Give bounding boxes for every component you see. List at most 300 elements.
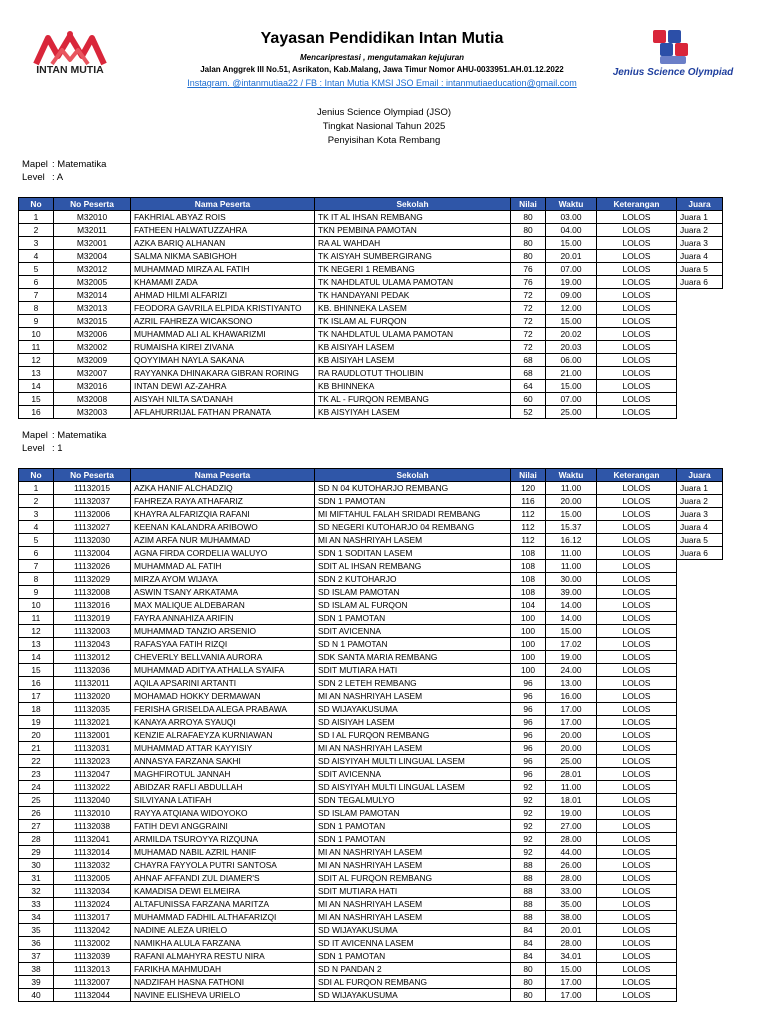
table-row bbox=[19, 276, 723, 289]
cell-nilai: 100 bbox=[511, 612, 546, 625]
table-row bbox=[19, 224, 723, 237]
table-row bbox=[19, 638, 723, 651]
table-row bbox=[19, 534, 723, 547]
cell-no: 35 bbox=[19, 924, 54, 937]
cell-sekolah: TK AISYAH SUMBERGIRANG bbox=[315, 250, 511, 263]
cell-no-peserta: M32010 bbox=[54, 211, 131, 224]
cell-sekolah: SDN 2 LETEH REMBANG bbox=[315, 677, 511, 690]
level-label: Level bbox=[22, 172, 45, 183]
table-row bbox=[19, 872, 723, 885]
cell-waktu: 20.01 bbox=[546, 924, 597, 937]
cell-waktu: 11.00 bbox=[546, 482, 597, 495]
cell-sekolah: RA AL WAHDAH bbox=[315, 237, 511, 250]
cell-waktu: 27.00 bbox=[546, 820, 597, 833]
cell-no: 26 bbox=[19, 807, 54, 820]
mapel-label: Mapel bbox=[22, 430, 48, 441]
cell-keterangan: LOLOS bbox=[597, 250, 677, 263]
cell-nama-peserta: MUHAMMAD MIRZA AL FATIH bbox=[131, 263, 315, 276]
event-name: Jenius Science Olympiad (JSO) bbox=[316, 107, 452, 118]
cell-no: 21 bbox=[19, 742, 54, 755]
cell-juara bbox=[677, 690, 723, 703]
cell-nama-peserta: KENZIE ALRAFAEYZA KURNIAWAN bbox=[131, 729, 315, 742]
level-value: : 1 bbox=[52, 443, 63, 454]
cell-juara: Juara 4 bbox=[677, 250, 723, 263]
cell-waktu: 44.00 bbox=[546, 846, 597, 859]
col-header-no-peserta: No Peserta bbox=[54, 198, 131, 211]
cell-nilai: 72 bbox=[511, 315, 546, 328]
cell-waktu: 28.00 bbox=[546, 937, 597, 950]
cell-sekolah: KB AISIYAH LASEM bbox=[315, 341, 511, 354]
cell-nilai: 96 bbox=[511, 755, 546, 768]
cell-juara bbox=[677, 950, 723, 963]
cell-no-peserta: M32006 bbox=[54, 328, 131, 341]
cell-juara: Juara 3 bbox=[677, 237, 723, 250]
cell-nama-peserta: MOHAMAD HOKKY DERMAWAN bbox=[131, 690, 315, 703]
cell-keterangan: LOLOS bbox=[597, 211, 677, 224]
cell-waktu: 20.00 bbox=[546, 742, 597, 755]
cell-keterangan: LOLOS bbox=[597, 638, 677, 651]
cell-sekolah: SD ISLAM PAMOTAN bbox=[315, 586, 511, 599]
cell-sekolah: SD AISYIYAH MULTI LINGUAL LASEM bbox=[315, 755, 511, 768]
cell-no-peserta: M32007 bbox=[54, 367, 131, 380]
cell-nilai: 76 bbox=[511, 263, 546, 276]
col-header-keterangan: Keterangan bbox=[597, 469, 677, 482]
col-header-no-peserta: No Peserta bbox=[54, 469, 131, 482]
event-level: Tingkat Nasional Tahun 2025 bbox=[322, 121, 446, 132]
cell-nama-peserta: MUHAMMAD TANZIO ARSENIO bbox=[131, 625, 315, 638]
cell-juara bbox=[677, 341, 723, 354]
cell-no-peserta: M32008 bbox=[54, 393, 131, 406]
cell-keterangan: LOLOS bbox=[597, 521, 677, 534]
cell-nilai: 84 bbox=[511, 937, 546, 950]
cell-juara bbox=[677, 989, 723, 1002]
cell-juara bbox=[677, 586, 723, 599]
cell-juara bbox=[677, 976, 723, 989]
cell-juara: Juara 6 bbox=[677, 547, 723, 560]
logo-left-text: INTAN MUTIA bbox=[36, 64, 104, 76]
cell-waktu: 07.00 bbox=[546, 393, 597, 406]
cell-no-peserta: M32009 bbox=[54, 354, 131, 367]
cell-no-peserta: M32005 bbox=[54, 276, 131, 289]
event-info bbox=[234, 106, 534, 148]
cell-waktu: 20.00 bbox=[546, 729, 597, 742]
table-row bbox=[19, 406, 723, 419]
cell-juara bbox=[677, 560, 723, 573]
table-row bbox=[19, 354, 723, 367]
cell-no: 28 bbox=[19, 833, 54, 846]
table-row bbox=[19, 393, 723, 406]
cell-keterangan: LOLOS bbox=[597, 716, 677, 729]
cell-keterangan: LOLOS bbox=[597, 393, 677, 406]
col-header-juara: Juara bbox=[677, 469, 723, 482]
cell-sekolah: KB AISIYAH LASEM bbox=[315, 354, 511, 367]
cell-nama-peserta: MUHAMMAD ATTAR KAYYISIY bbox=[131, 742, 315, 755]
cell-keterangan: LOLOS bbox=[597, 924, 677, 937]
cell-waktu: 15.00 bbox=[546, 508, 597, 521]
cell-keterangan: LOLOS bbox=[597, 560, 677, 573]
cell-waktu: 20.00 bbox=[546, 495, 597, 508]
table-row bbox=[19, 315, 723, 328]
cell-nama-peserta: AZRIL FAHREZA WICAKSONO bbox=[131, 315, 315, 328]
cell-no-peserta: 11132035 bbox=[54, 703, 131, 716]
cell-keterangan: LOLOS bbox=[597, 664, 677, 677]
cell-no-peserta: 11132043 bbox=[54, 638, 131, 651]
cell-juara bbox=[677, 315, 723, 328]
col-header-no: No bbox=[19, 198, 54, 211]
cell-nama-peserta: AHMAD HILMI ALFARIZI bbox=[131, 289, 315, 302]
cell-no: 7 bbox=[19, 289, 54, 302]
cell-no-peserta: 11132042 bbox=[54, 924, 131, 937]
cell-juara bbox=[677, 768, 723, 781]
cell-keterangan: LOLOS bbox=[597, 612, 677, 625]
cell-no-peserta: 11132030 bbox=[54, 534, 131, 547]
cell-nilai: 88 bbox=[511, 859, 546, 872]
cell-nama-peserta: AGNA FIRDA CORDELIA WALUYO bbox=[131, 547, 315, 560]
cell-nama-peserta: KHAMAMI ZADA bbox=[131, 276, 315, 289]
cell-nama-peserta: AHNAF AFFANDI ZUL DIAMER'S bbox=[131, 872, 315, 885]
cell-waktu: 20.01 bbox=[546, 250, 597, 263]
cell-juara bbox=[677, 846, 723, 859]
cell-no-peserta: 11132026 bbox=[54, 560, 131, 573]
cell-nilai: 68 bbox=[511, 354, 546, 367]
table-row bbox=[19, 289, 723, 302]
cell-juara bbox=[677, 872, 723, 885]
cell-sekolah: RA RAUDLOTUT THOLIBIN bbox=[315, 367, 511, 380]
cell-waktu: 17.02 bbox=[546, 638, 597, 651]
cell-nama-peserta: FEODORA GAVRILA ELPIDA KRISTIYANTO bbox=[131, 302, 315, 315]
org-motto: Mencariprestasi , mengutamakan kejujuran bbox=[299, 53, 465, 62]
cell-nama-peserta: ASWIN TSANY ARKATAMA bbox=[131, 586, 315, 599]
cell-no: 15 bbox=[19, 393, 54, 406]
cell-nilai: 96 bbox=[511, 677, 546, 690]
cell-no: 13 bbox=[19, 638, 54, 651]
cell-nama-peserta: CHEVERLY BELLVANIA AURORA bbox=[131, 651, 315, 664]
cell-no-peserta: 11132014 bbox=[54, 846, 131, 859]
cell-nilai: 112 bbox=[511, 534, 546, 547]
cell-no: 27 bbox=[19, 820, 54, 833]
cell-juara: Juara 1 bbox=[677, 211, 723, 224]
cell-no: 20 bbox=[19, 729, 54, 742]
col-header-sekolah: Sekolah bbox=[315, 469, 511, 482]
cell-keterangan: LOLOS bbox=[597, 703, 677, 716]
cell-waktu: 06.00 bbox=[546, 354, 597, 367]
cell-sekolah: KB BHINNEKA bbox=[315, 380, 511, 393]
cell-juara bbox=[677, 924, 723, 937]
col-header-waktu: Waktu bbox=[546, 469, 597, 482]
cell-waktu: 04.00 bbox=[546, 224, 597, 237]
cell-no: 31 bbox=[19, 872, 54, 885]
cell-nama-peserta: RAYYANKA DHINAKARA GIBRAN RORING bbox=[131, 367, 315, 380]
table-row bbox=[19, 625, 723, 638]
cell-nama-peserta: RAFANI ALMAHYRA RESTU NIRA bbox=[131, 950, 315, 963]
cell-sekolah: SD WIJAYAKUSUMA bbox=[315, 924, 511, 937]
mapel-value: : Matematika bbox=[52, 430, 107, 441]
table-row bbox=[19, 807, 723, 820]
cell-nilai: 120 bbox=[511, 482, 546, 495]
cell-keterangan: LOLOS bbox=[597, 729, 677, 742]
cell-nilai: 80 bbox=[511, 250, 546, 263]
cell-sekolah: SD IT AVICENNA LASEM bbox=[315, 937, 511, 950]
cell-sekolah: SDIT AVICENNA bbox=[315, 768, 511, 781]
cell-no-peserta: 11132019 bbox=[54, 612, 131, 625]
cell-juara bbox=[677, 354, 723, 367]
cell-nilai: 88 bbox=[511, 911, 546, 924]
cell-waktu: 03.00 bbox=[546, 211, 597, 224]
cell-no: 30 bbox=[19, 859, 54, 872]
cell-sekolah: TK NAHDLATUL ULAMA PAMOTAN bbox=[315, 328, 511, 341]
cell-keterangan: LOLOS bbox=[597, 263, 677, 276]
cell-sekolah: MI AN NASHRIYAH LASEM bbox=[315, 690, 511, 703]
cell-sekolah: SDN 1 PAMOTAN bbox=[315, 612, 511, 625]
logo-right-text: Jenius Science Olympiad bbox=[612, 67, 734, 78]
cell-nilai: 112 bbox=[511, 508, 546, 521]
cell-no-peserta: 11132031 bbox=[54, 742, 131, 755]
cell-waktu: 09.00 bbox=[546, 289, 597, 302]
cell-no-peserta: 11132034 bbox=[54, 885, 131, 898]
table-row bbox=[19, 560, 723, 573]
cell-nilai: 108 bbox=[511, 586, 546, 599]
cell-no: 12 bbox=[19, 354, 54, 367]
cell-sekolah: SDN 1 SODITAN LASEM bbox=[315, 547, 511, 560]
cell-nama-peserta: ARMILDA TSUROYYA RIZQUNA bbox=[131, 833, 315, 846]
cell-waktu: 15.00 bbox=[546, 625, 597, 638]
table-row bbox=[19, 924, 723, 937]
cell-sekolah: SDK SANTA MARIA REMBANG bbox=[315, 651, 511, 664]
cell-no: 16 bbox=[19, 677, 54, 690]
col-header-nama-peserta: Nama Peserta bbox=[131, 469, 315, 482]
cell-no-peserta: 11132017 bbox=[54, 911, 131, 924]
cell-waktu: 35.00 bbox=[546, 898, 597, 911]
cell-nama-peserta: AZKA BARIQ ALHANAN bbox=[131, 237, 315, 250]
cell-nilai: 96 bbox=[511, 729, 546, 742]
cell-nama-peserta: RUMAISHA KIREI ZIVANA bbox=[131, 341, 315, 354]
table-row bbox=[19, 950, 723, 963]
cell-sekolah: SD I AL FURQON REMBANG bbox=[315, 729, 511, 742]
cell-nilai: 80 bbox=[511, 211, 546, 224]
cell-waktu: 17.00 bbox=[546, 976, 597, 989]
cell-waktu: 18.01 bbox=[546, 794, 597, 807]
cell-sekolah: TK AL - FURQON REMBANG bbox=[315, 393, 511, 406]
results-table-level-1 bbox=[18, 468, 723, 1002]
cell-nama-peserta: RAYYA ATQIANA WIDOYOKO bbox=[131, 807, 315, 820]
cell-no: 40 bbox=[19, 989, 54, 1002]
cell-waktu: 28.00 bbox=[546, 833, 597, 846]
cell-nilai: 92 bbox=[511, 807, 546, 820]
cell-waktu: 20.03 bbox=[546, 341, 597, 354]
table-row bbox=[19, 482, 723, 495]
cell-nama-peserta: KEENAN KALANDRA ARIBOWO bbox=[131, 521, 315, 534]
cell-waktu: 14.00 bbox=[546, 599, 597, 612]
cell-sekolah: TK IT AL IHSAN REMBANG bbox=[315, 211, 511, 224]
mapel-value: : Matematika bbox=[52, 159, 107, 170]
cell-keterangan: LOLOS bbox=[597, 315, 677, 328]
org-title: Yayasan Pendidikan Intan Mutia bbox=[260, 30, 504, 47]
cell-juara: Juara 4 bbox=[677, 521, 723, 534]
cell-keterangan: LOLOS bbox=[597, 846, 677, 859]
cell-juara: Juara 2 bbox=[677, 224, 723, 237]
table-row bbox=[19, 989, 723, 1002]
cell-waktu: 21.00 bbox=[546, 367, 597, 380]
cell-nilai: 92 bbox=[511, 846, 546, 859]
cell-no-peserta: 11132003 bbox=[54, 625, 131, 638]
cell-nilai: 108 bbox=[511, 560, 546, 573]
cell-keterangan: LOLOS bbox=[597, 963, 677, 976]
cell-juara: Juara 2 bbox=[677, 495, 723, 508]
cell-nama-peserta: KHAYRA ALFARIZQIA RAFANI bbox=[131, 508, 315, 521]
cell-sekolah: TK HANDAYANI PEDAK bbox=[315, 289, 511, 302]
cell-nama-peserta: ALTAFUNISSA FARZANA MARITZA bbox=[131, 898, 315, 911]
cell-sekolah: SD ISLAM AL FURQON bbox=[315, 599, 511, 612]
cell-juara bbox=[677, 911, 723, 924]
cell-no: 25 bbox=[19, 794, 54, 807]
cell-no-peserta: 11132020 bbox=[54, 690, 131, 703]
col-header-juara: Juara bbox=[677, 198, 723, 211]
cell-no-peserta: 11132037 bbox=[54, 495, 131, 508]
cell-nama-peserta: SALMA NIKMA SABIGHOH bbox=[131, 250, 315, 263]
table-row bbox=[19, 898, 723, 911]
cell-waktu: 17.00 bbox=[546, 989, 597, 1002]
col-header-nilai: Nilai bbox=[511, 198, 546, 211]
cell-sekolah: SD N 1 PAMOTAN bbox=[315, 638, 511, 651]
cell-keterangan: LOLOS bbox=[597, 289, 677, 302]
cell-no-peserta: M32002 bbox=[54, 341, 131, 354]
cell-waktu: 26.00 bbox=[546, 859, 597, 872]
cell-sekolah: KB. BHINNEKA LASEM bbox=[315, 302, 511, 315]
cell-nama-peserta: NAVINE ELISHEVA URIELO bbox=[131, 989, 315, 1002]
cell-no: 2 bbox=[19, 495, 54, 508]
cell-no-peserta: 11132010 bbox=[54, 807, 131, 820]
table-row bbox=[19, 820, 723, 833]
cell-waktu: 13.00 bbox=[546, 677, 597, 690]
table-row bbox=[19, 664, 723, 677]
cell-no-peserta: 11132024 bbox=[54, 898, 131, 911]
cell-nilai: 84 bbox=[511, 924, 546, 937]
table-row bbox=[19, 495, 723, 508]
cell-no-peserta: 11132016 bbox=[54, 599, 131, 612]
level-label: Level bbox=[22, 443, 45, 454]
table-row bbox=[19, 237, 723, 250]
cell-keterangan: LOLOS bbox=[597, 937, 677, 950]
cell-no: 1 bbox=[19, 211, 54, 224]
cell-nilai: 80 bbox=[511, 237, 546, 250]
cell-waktu: 16.12 bbox=[546, 534, 597, 547]
table-row bbox=[19, 937, 723, 950]
cell-nilai: 92 bbox=[511, 820, 546, 833]
cell-nilai: 108 bbox=[511, 547, 546, 560]
cell-keterangan: LOLOS bbox=[597, 495, 677, 508]
cell-nilai: 76 bbox=[511, 276, 546, 289]
cell-nama-peserta: MUHAMMAD AL FATIH bbox=[131, 560, 315, 573]
cell-sekolah: MI AN NASHRIYAH LASEM bbox=[315, 742, 511, 755]
table-row bbox=[19, 794, 723, 807]
table-row bbox=[19, 651, 723, 664]
cell-sekolah: MI AN NASHRIYAH LASEM bbox=[315, 898, 511, 911]
cell-nama-peserta: FAKHRIAL ABYAZ ROIS bbox=[131, 211, 315, 224]
cell-nilai: 72 bbox=[511, 302, 546, 315]
cell-no: 17 bbox=[19, 690, 54, 703]
cell-juara: Juara 3 bbox=[677, 508, 723, 521]
cell-keterangan: LOLOS bbox=[597, 807, 677, 820]
cell-keterangan: LOLOS bbox=[597, 768, 677, 781]
cell-keterangan: LOLOS bbox=[597, 911, 677, 924]
table-row bbox=[19, 729, 723, 742]
cell-sekolah: SD WIJAYAKUSUMA bbox=[315, 703, 511, 716]
cell-keterangan: LOLOS bbox=[597, 898, 677, 911]
cell-juara: Juara 1 bbox=[677, 482, 723, 495]
cell-keterangan: LOLOS bbox=[597, 380, 677, 393]
cell-keterangan: LOLOS bbox=[597, 367, 677, 380]
cell-no: 3 bbox=[19, 237, 54, 250]
cell-nilai: 68 bbox=[511, 367, 546, 380]
cell-keterangan: LOLOS bbox=[597, 859, 677, 872]
cell-nama-peserta: FARIKHA MAHMUDAH bbox=[131, 963, 315, 976]
cell-no: 4 bbox=[19, 521, 54, 534]
cell-nilai: 64 bbox=[511, 380, 546, 393]
cell-no: 39 bbox=[19, 976, 54, 989]
table-row bbox=[19, 211, 723, 224]
cell-no: 8 bbox=[19, 573, 54, 586]
cell-keterangan: LOLOS bbox=[597, 508, 677, 521]
cell-sekolah: SDN 1 PAMOTAN bbox=[315, 833, 511, 846]
cell-waktu: 14.00 bbox=[546, 612, 597, 625]
cell-nama-peserta: KANAYA ARROYA SYAUQI bbox=[131, 716, 315, 729]
cell-nilai: 96 bbox=[511, 742, 546, 755]
cell-nama-peserta: CHAYRA FAYYOLA PUTRI SANTOSA bbox=[131, 859, 315, 872]
section2-meta bbox=[22, 429, 106, 455]
cell-nama-peserta: FAHREZA RAYA ATHAFARIZ bbox=[131, 495, 315, 508]
cell-no: 3 bbox=[19, 508, 54, 521]
cell-nama-peserta: NADZIFAH HASNA FATHONI bbox=[131, 976, 315, 989]
cell-nama-peserta: MAX MALIQUE ALDEBARAN bbox=[131, 599, 315, 612]
cell-no-peserta: 11132032 bbox=[54, 859, 131, 872]
org-contact-link[interactable]: Instagram. @intanmutiaa22 / FB : Intan Mutia KMSI JSO Email : intanmutiaeducation@gmail.com bbox=[187, 78, 577, 88]
cell-waktu: 25.00 bbox=[546, 755, 597, 768]
cell-sekolah: SD N 04 KUTOHARJO REMBANG bbox=[315, 482, 511, 495]
cell-juara bbox=[677, 820, 723, 833]
cell-no-peserta: 11132038 bbox=[54, 820, 131, 833]
table-row bbox=[19, 846, 723, 859]
table-row bbox=[19, 380, 723, 393]
cell-nama-peserta: AZIM ARFA NUR MUHAMMAD bbox=[131, 534, 315, 547]
cell-keterangan: LOLOS bbox=[597, 651, 677, 664]
table-row bbox=[19, 367, 723, 380]
cell-juara bbox=[677, 937, 723, 950]
letterhead bbox=[0, 0, 768, 100]
table-row bbox=[19, 716, 723, 729]
cell-keterangan: LOLOS bbox=[597, 872, 677, 885]
table-row bbox=[19, 521, 723, 534]
cell-no-peserta: M32015 bbox=[54, 315, 131, 328]
cell-waktu: 24.00 bbox=[546, 664, 597, 677]
cell-juara bbox=[677, 807, 723, 820]
cell-no: 8 bbox=[19, 302, 54, 315]
cell-keterangan: LOLOS bbox=[597, 341, 677, 354]
cell-juara bbox=[677, 367, 723, 380]
cell-keterangan: LOLOS bbox=[597, 885, 677, 898]
table-row bbox=[19, 263, 723, 276]
cell-no: 22 bbox=[19, 755, 54, 768]
cell-sekolah: MI MIFTAHUL FALAH SRIDADI REMBANG bbox=[315, 508, 511, 521]
cell-keterangan: LOLOS bbox=[597, 302, 677, 315]
col-header-waktu: Waktu bbox=[546, 198, 597, 211]
cell-waktu: 28.01 bbox=[546, 768, 597, 781]
cell-no: 7 bbox=[19, 560, 54, 573]
cell-no: 16 bbox=[19, 406, 54, 419]
cell-nilai: 104 bbox=[511, 599, 546, 612]
table-row bbox=[19, 302, 723, 315]
cell-nilai: 92 bbox=[511, 781, 546, 794]
cell-keterangan: LOLOS bbox=[597, 820, 677, 833]
